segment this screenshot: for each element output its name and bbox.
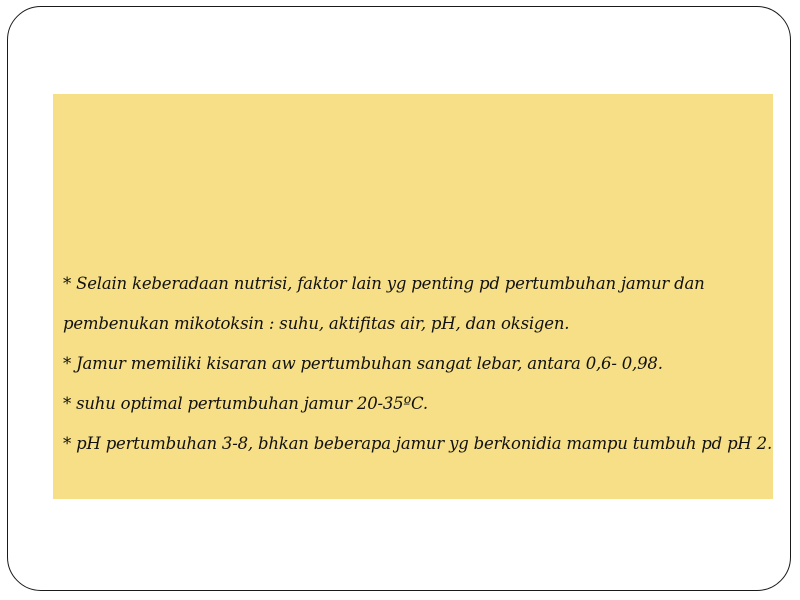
bullet-line-optimal-temperature: * suhu optimal pertumbuhan jamur 20-35ºC.	[63, 394, 428, 413]
bullet-text-block	[63, 264, 773, 464]
bullet-line-ph-range: * pH pertumbuhan 3-8, bhkan beberapa jamur yg berkonidia mampu tumbuh pd pH 2.	[63, 434, 773, 453]
bullet-line-nutrition-factors: * Selain keberadaan nutrisi, faktor lain yg penting pd pertumbuhan jamur dan	[63, 274, 705, 293]
bullet-line-nutrition-factors-cont: pembenukan mikotoksin : suhu, aktifitas air, pH, dan oksigen.	[63, 314, 570, 333]
content-box	[53, 94, 773, 499]
bullet-line-water-activity: * Jamur memiliki kisaran aw pertumbuhan sangat lebar, antara 0,6- 0,98.	[63, 354, 663, 373]
